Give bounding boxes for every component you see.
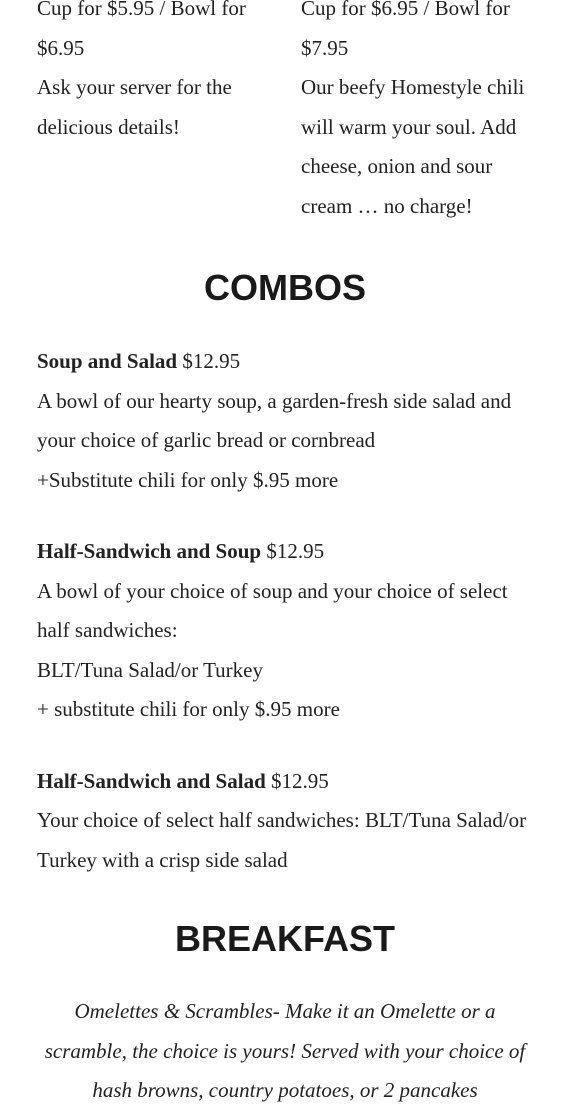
combo-description: A bowl of your choice of soup and your choice of select half sandwiches:: [37, 578, 508, 642]
combo-name: Soup and Salad: [37, 349, 178, 373]
combo-description: Your choice of select half sandwiches: BLT/Tuna Salad/or Turkey with a crisp side salad: [37, 808, 527, 872]
chili-description: Our beefy Homestyle chili will warm your soul. Add cheese, onion and sour cream … no charge!: [301, 75, 525, 218]
soup-left-price: Cup for $5.95 / Bowl for $6.95: [37, 0, 246, 60]
combo-name: Half-Sandwich and Salad: [37, 768, 266, 793]
combo-title: [37, 532, 533, 572]
soup-left-description: Ask your server for the delicious details!: [37, 75, 232, 139]
menu-page: [37, 0, 533, 1111]
combo-description: A bowl of our hearty soup, a garden-fresh side salad and your choice of garlic bread or cornbread: [37, 388, 512, 452]
combo-name: Half-Sandwich and Soup: [37, 539, 262, 563]
combo-price: $12.95: [261, 539, 325, 563]
breakfast-intro: Omelettes & Scrambles- Make it an Omelette or a scramble, the choice is yours! Served with your choice of hash browns, country potatoes, or 2 pancakes: [44, 999, 526, 1102]
chili-price: Cup for $6.95 / Bowl for $7.95: [301, 0, 510, 60]
combos-heading: COMBOS: [204, 267, 366, 308]
combo-half-sandwich-and-salad: [37, 762, 533, 881]
combo-options: BLT/Tuna Salad/or Turkey: [37, 657, 263, 682]
combo-half-sandwich-and-soup: [37, 532, 533, 730]
combo-title: [37, 762, 533, 802]
combo-title: [37, 342, 533, 382]
breakfast-heading: BREAKFAST: [174, 918, 395, 959]
soup-columns: [37, 0, 533, 226]
combo-note: + substitute chili for only $.95 more: [37, 697, 340, 721]
soup-column-right: [301, 0, 533, 226]
combo-price: $12.95: [177, 349, 241, 373]
combo-price: $12.95: [265, 768, 329, 793]
combo-soup-and-salad: [37, 342, 533, 500]
soup-column-left: [37, 0, 269, 226]
combo-note: +Substitute chili for only $.95 more: [37, 467, 339, 492]
